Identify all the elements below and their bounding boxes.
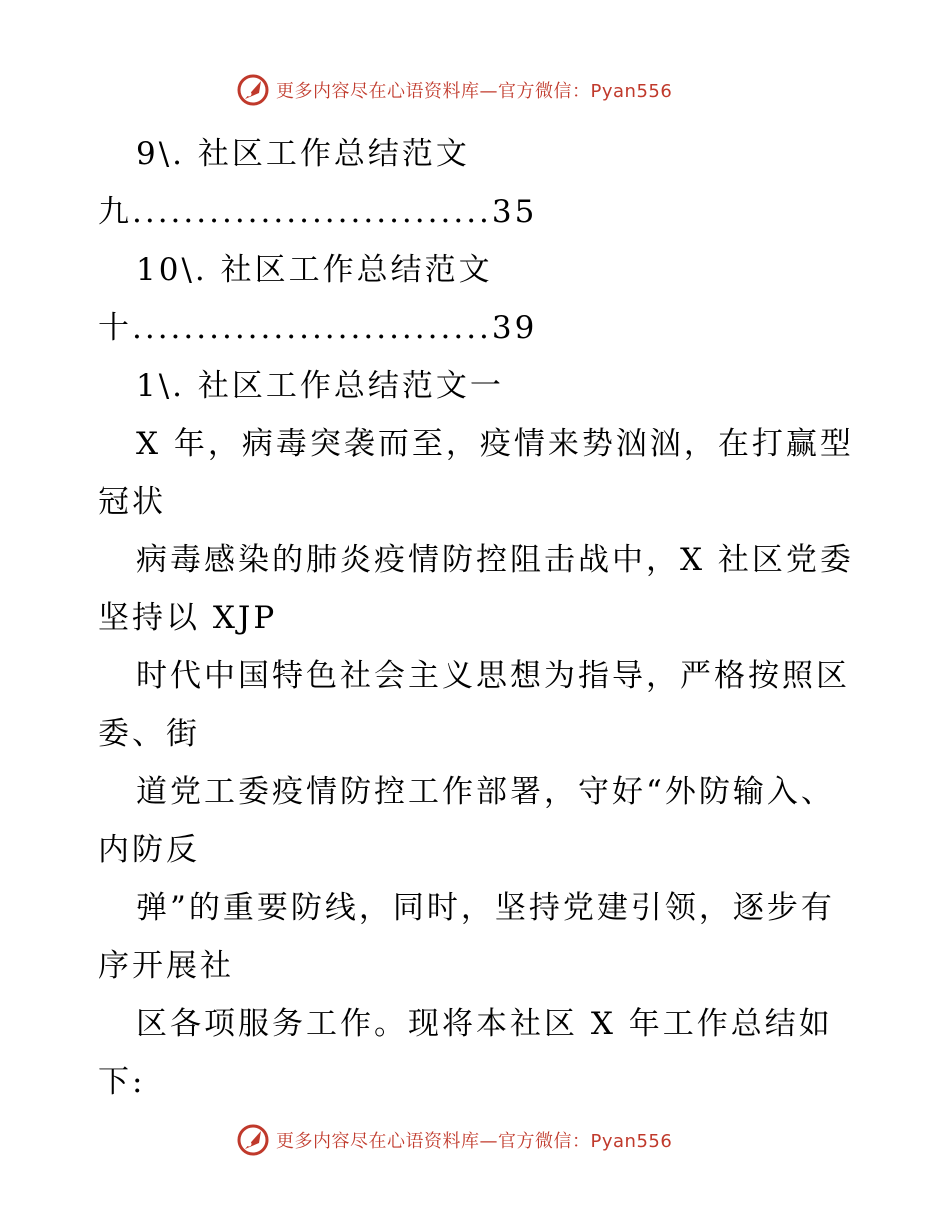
body-line: 委、街 [98,716,200,752]
toc-entry-10-leader: 十............................39 [98,310,538,346]
body-line: 内防反 [98,832,200,868]
quill-logo-icon [236,73,270,107]
banner-text: 更多内容尽在心语资料库—官方微信：Pyan556 [276,1131,673,1152]
document-body [98,125,858,1111]
quill-logo-icon [236,1123,270,1157]
body-line: 下: [98,1064,146,1100]
toc-entry-9-title: 9\. 社区工作总结范文 [136,136,470,172]
body-line: 区各项服务工作。现将本社区 X 年工作总结如 [136,1006,833,1042]
body-line: 时代中国特色社会主义思想为指导，严格按照区 [136,658,850,694]
section-heading: 1\. 社区工作总结范文一 [136,368,504,404]
body-line: 冠状 [98,484,166,520]
body-line: 坚持以 XJP [98,600,278,636]
header-banner [236,72,672,108]
body-line: 弹”的重要防线，同时，坚持党建引领，逐步有 [136,890,835,926]
body-line: X 年，病毒突袭而至，疫情来势汹汹，在打赢型 [136,426,854,462]
toc-entry-9-leader: 九............................35 [98,194,538,230]
body-line: 序开展社 [98,948,234,984]
toc-entry-10-title: 10\. 社区工作总结范文 [136,252,493,288]
footer-banner [236,1122,672,1158]
body-line: 病毒感染的肺炎疫情防控阻击战中，X 社区党委 [136,542,854,578]
banner-text: 更多内容尽在心语资料库—官方微信：Pyan556 [276,81,673,102]
body-line: 道党工委疫情防控工作部署，守好“外防输入、 [136,774,835,810]
